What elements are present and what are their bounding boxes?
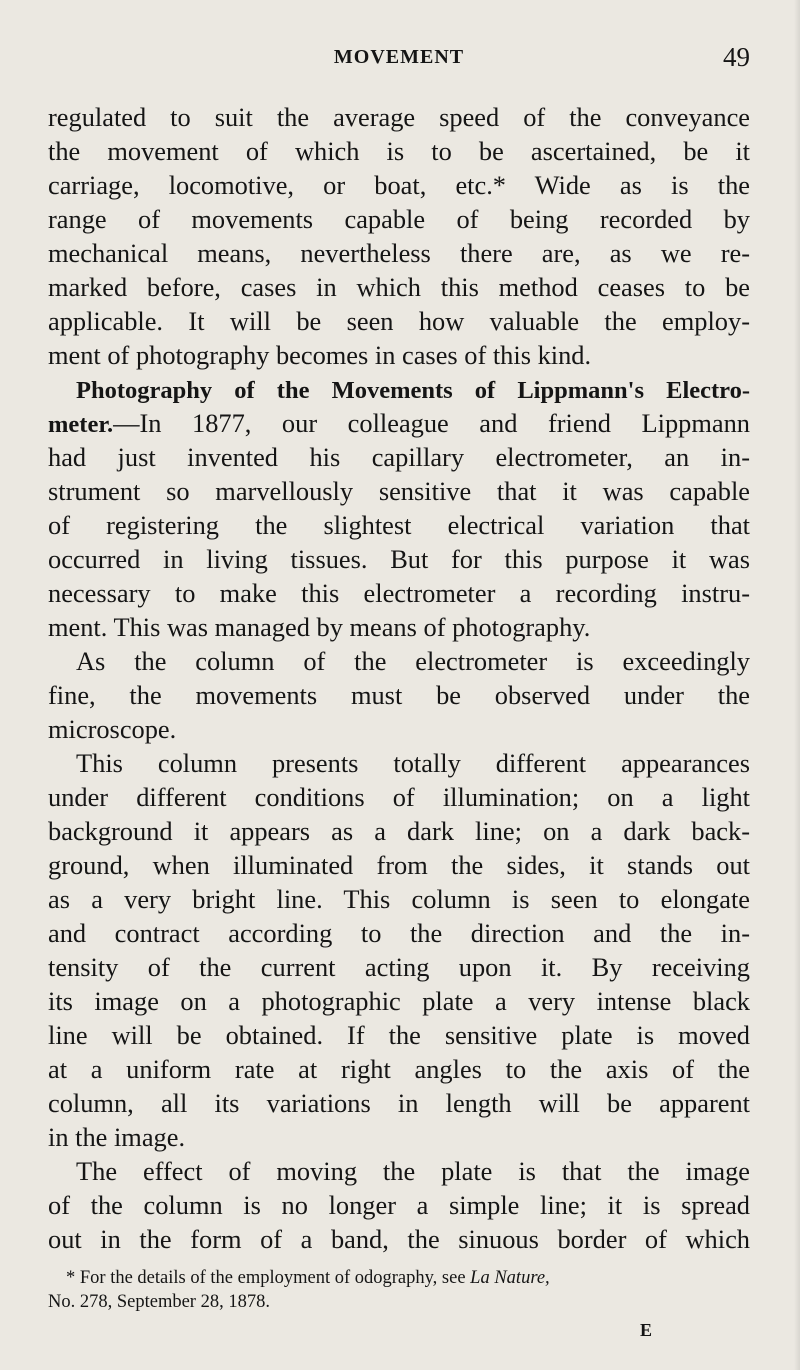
section-heading-line (48, 372, 750, 406)
text-line (48, 406, 750, 440)
text-line: out in the form of a band, the sinuous border of which (48, 1224, 750, 1254)
running-title: MOVEMENT (333, 46, 465, 68)
text-line: under different conditions of illumination; on a light (48, 782, 750, 812)
footnote-line: No. 278, September 28, 1878. (48, 1292, 270, 1312)
text-line: at a uniform rate at right angles to the axis of the (48, 1054, 750, 1084)
text-line: the movement of which is to be ascertained, be it (48, 136, 750, 166)
text-line: ment of photography becomes in cases of this kind. (48, 340, 592, 370)
text-line: The effect of moving the plate is that the image (76, 1156, 750, 1186)
footnote-citation: La Nature, (470, 1268, 550, 1288)
text-line: range of movements capable of being recorded by (48, 204, 750, 234)
body-text (48, 100, 750, 1256)
text-line: marked before, cases in which this method ceases to be (48, 272, 750, 302)
text-line: ment. This was managed by means of photography. (48, 612, 591, 642)
text-line: as a very bright line. This column is seen to elongate (48, 884, 750, 914)
section-heading: Photography of the Movements of Lippmann's Electro- (76, 377, 750, 404)
text-line: background it appears as a dark line; on a dark back- (48, 816, 750, 846)
text-line: line will be obtained. If the sensitive plate is moved (48, 1020, 750, 1050)
text-line: ground, when illuminated from the sides, it stands out (48, 850, 750, 880)
text-line: fine, the movements must be observed under the (48, 680, 750, 710)
signature-mark: E (640, 1320, 653, 1340)
footnote (48, 1266, 750, 1314)
footnote-line (48, 1266, 750, 1290)
text-line: its image on a photographic plate a very intense black (48, 986, 750, 1016)
text-line: applicable. It will be seen how valuable the employ- (48, 306, 750, 336)
text-line: microscope. (48, 714, 177, 744)
text-line: tensity of the current acting upon it. By receiving (48, 952, 750, 982)
text-line: in the image. (48, 1122, 186, 1152)
text-line: This column presents totally different appearances (76, 748, 750, 778)
text-line: mechanical means, nevertheless there are, as we re- (48, 238, 750, 268)
text-line: necessary to make this electrometer a recording instru- (48, 578, 750, 608)
running-head (48, 44, 750, 74)
footnote-text: * For the details of the employment of odography, see (66, 1268, 471, 1288)
text-line: regulated to suit the average speed of the conveyance (48, 102, 750, 132)
text-line: had just invented his capillary electrometer, an in- (48, 442, 750, 472)
text-line: and contract according to the direction and the in- (48, 918, 750, 948)
text-line: carriage, locomotive, or boat, etc.* Wide as is the (48, 170, 750, 200)
text-line: of registering the slightest electrical variation that (48, 510, 750, 540)
text-line: As the column of the electrometer is exceedingly (76, 646, 750, 676)
text-line: occurred in living tissues. But for this purpose it was (48, 544, 750, 574)
page-number: 49 (723, 42, 750, 72)
text-line: of the column is no longer a simple line; it is spread (48, 1190, 750, 1220)
scan-edge-shadow (794, 0, 800, 1370)
section-heading-end: meter. (48, 411, 114, 438)
text-line: column, all its variations in length will be apparent (48, 1088, 750, 1118)
text-line: strument so marvellously sensitive that it was capable (48, 476, 750, 506)
text-run: —In 1877, our colleague and friend Lippmann (113, 408, 750, 438)
